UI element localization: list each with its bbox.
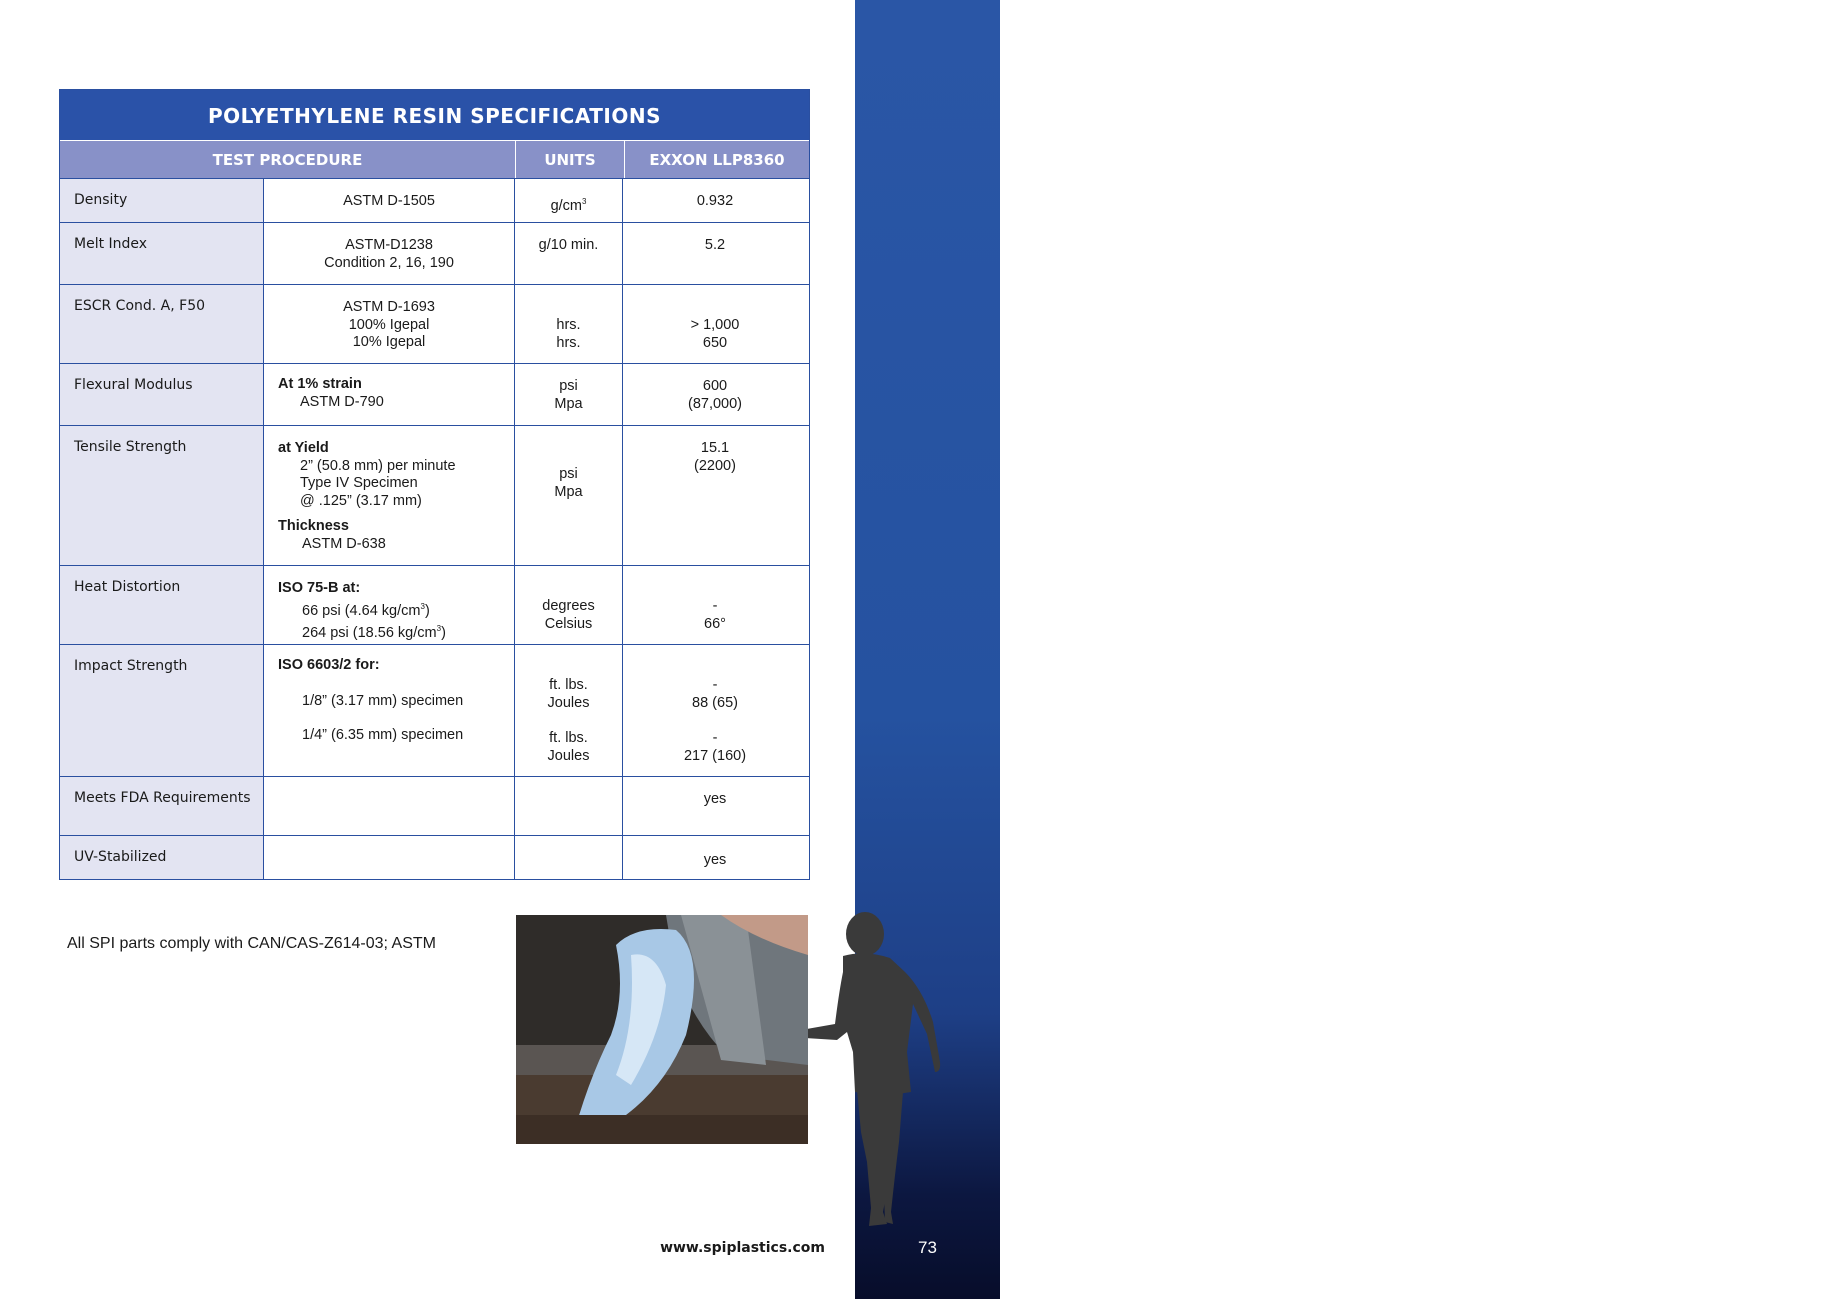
value-line: -: [712, 598, 718, 614]
test-line: Type IV Specimen: [300, 475, 418, 491]
test-line: 10% Igepal: [352, 334, 426, 350]
side-title: [855, 0, 1832, 460]
test-line: 100% Igepal: [348, 316, 430, 333]
test-line-bold: ISO 6603/2 for:: [278, 657, 380, 673]
unit-text: g/cm: [550, 197, 582, 214]
value-line: 15.1: [700, 440, 730, 456]
value-line: 217 (160): [683, 747, 747, 764]
property-label: Heat Distortion: [60, 566, 264, 644]
header-units: UNITS: [516, 141, 625, 178]
test-line: 66 psi (4.64 $kg/cm^3$): [302, 601, 430, 619]
units: [515, 179, 623, 222]
test-procedure: [264, 285, 515, 363]
value-line: yes: [703, 852, 727, 868]
units: [515, 426, 623, 565]
property-label: Flexural Modulus: [60, 364, 264, 425]
value-line: 66°: [704, 615, 726, 632]
value-line: -: [712, 677, 718, 693]
property-label: Tensile Strength: [60, 426, 264, 565]
table-header: [60, 140, 809, 178]
units: [515, 285, 623, 363]
units: [515, 223, 623, 284]
value-line: 88 (65): [692, 694, 738, 711]
row-density: [60, 178, 809, 222]
test-line: ASTM D-1693: [343, 299, 435, 315]
unit-text: psi: [559, 378, 578, 394]
value-line: > 1,000: [690, 317, 740, 333]
property-label: ESCR Cond. A, F50: [60, 285, 264, 363]
value: [623, 426, 807, 565]
unit-text: psi: [559, 466, 578, 482]
superscript: 3: [420, 601, 425, 611]
row-melt-index: [60, 222, 809, 284]
page-number: 73: [918, 1238, 937, 1257]
value: [623, 179, 807, 222]
test-procedure: [264, 777, 515, 835]
value-line: 650: [702, 334, 728, 351]
test-line-bold: at Yield: [278, 440, 329, 456]
header-test-procedure: TEST PROCEDURE: [60, 141, 516, 178]
test-text: 264 psi (18.56 kg/cm: [302, 624, 437, 641]
units: [515, 777, 623, 835]
unit-text: Joules: [547, 747, 590, 764]
units: [515, 364, 623, 425]
test-line-bold: Thickness: [278, 518, 349, 534]
units: [515, 645, 623, 776]
value-line: -: [712, 730, 718, 746]
unit-text: Joules: [547, 694, 590, 711]
unit-text: ft. lbs.: [549, 677, 588, 693]
property-label: UV-Stabilized: [60, 836, 264, 879]
test-procedure: [264, 566, 515, 644]
test-line: Condition 2, 16, 190: [324, 254, 454, 271]
value-line: (87,000): [687, 395, 742, 412]
test-procedure: [264, 836, 515, 879]
test-procedure: [264, 223, 515, 284]
test-procedure: [264, 426, 515, 565]
value: [623, 777, 807, 835]
test-procedure: [264, 179, 515, 222]
unit-text: degrees: [542, 598, 595, 614]
test-line: ASTM D-638: [302, 535, 386, 552]
row-fda: [60, 776, 809, 835]
compliance-note: All SPI parts comply with CAN/CAS-Z614-03; ASTM: [67, 935, 436, 952]
unit-text: Mpa: [554, 395, 583, 412]
property-label: Melt Index: [60, 223, 264, 284]
row-escr: [60, 284, 809, 363]
value-line: (2200): [694, 457, 736, 474]
value-line: 5.2: [704, 237, 726, 253]
units: [515, 566, 623, 644]
row-uv-stabilized: [60, 835, 809, 879]
section-subtitle: Resin Specifications: [1724, 36, 1770, 435]
resin-spec-table: [59, 89, 810, 880]
test-line: ASTM-D1238: [345, 237, 433, 253]
unit-text: g/10 min.: [538, 237, 599, 253]
test-line: ASTM D-1505: [343, 193, 435, 209]
value-line: yes: [703, 791, 727, 807]
appendix-heading: APPENDIX: [1776, 36, 1832, 320]
test-line-bold: At 1% strain: [278, 376, 362, 392]
table-title: POLYETHYLENE RESIN SPECIFICATIONS: [60, 90, 809, 140]
row-heat-distortion: [60, 565, 809, 644]
property-label: Density: [60, 179, 264, 222]
unit-text: Mpa: [554, 483, 583, 500]
test-line: 2” (50.8 mm) per minute: [300, 457, 456, 474]
test-procedure: [264, 645, 515, 776]
unit-text: Celsius: [544, 615, 593, 632]
value: [623, 285, 807, 363]
property-label: Impact Strength: [60, 645, 264, 776]
property-label: Meets FDA Requirements: [60, 777, 264, 835]
unit-superscript: 3: [581, 197, 587, 206]
row-impact-strength: [60, 644, 809, 776]
units: [515, 836, 623, 879]
resin-pouring-photo: [516, 915, 808, 1144]
value: [623, 566, 807, 644]
test-line-bold: ISO 75-B at:: [278, 580, 361, 596]
website-link[interactable]: www.spiplastics.com: [660, 1240, 825, 1256]
test-line: 264 psi (18.56 $kg/cm^3$): [302, 623, 446, 641]
row-flexural-modulus: [60, 363, 809, 425]
test-text: 66 psi (4.64 kg/cm: [302, 602, 421, 619]
header-exxon: EXXON LLP8360: [649, 151, 785, 169]
superscript: 3: [436, 623, 442, 633]
child-silhouette-image: [795, 912, 945, 1232]
value: [623, 645, 807, 776]
test-line: 1/8” (3.17 mm) specimen: [302, 692, 464, 709]
value: [623, 223, 807, 284]
row-tensile-strength: [60, 425, 809, 565]
test-line: 1/4” (6.35 mm) specimen: [302, 727, 464, 743]
unit-text: hrs.: [556, 334, 581, 351]
unit-text: hrs.: [556, 317, 581, 333]
test-line: ASTM D-790: [300, 393, 384, 410]
value: [623, 364, 807, 425]
value-line: 600: [702, 378, 728, 394]
test-procedure: [264, 364, 515, 425]
value: [623, 836, 807, 879]
value-line: 0.932: [696, 193, 734, 209]
test-line: @ .125” (3.17 mm): [300, 492, 422, 509]
unit-text: ft. lbs.: [549, 730, 588, 746]
